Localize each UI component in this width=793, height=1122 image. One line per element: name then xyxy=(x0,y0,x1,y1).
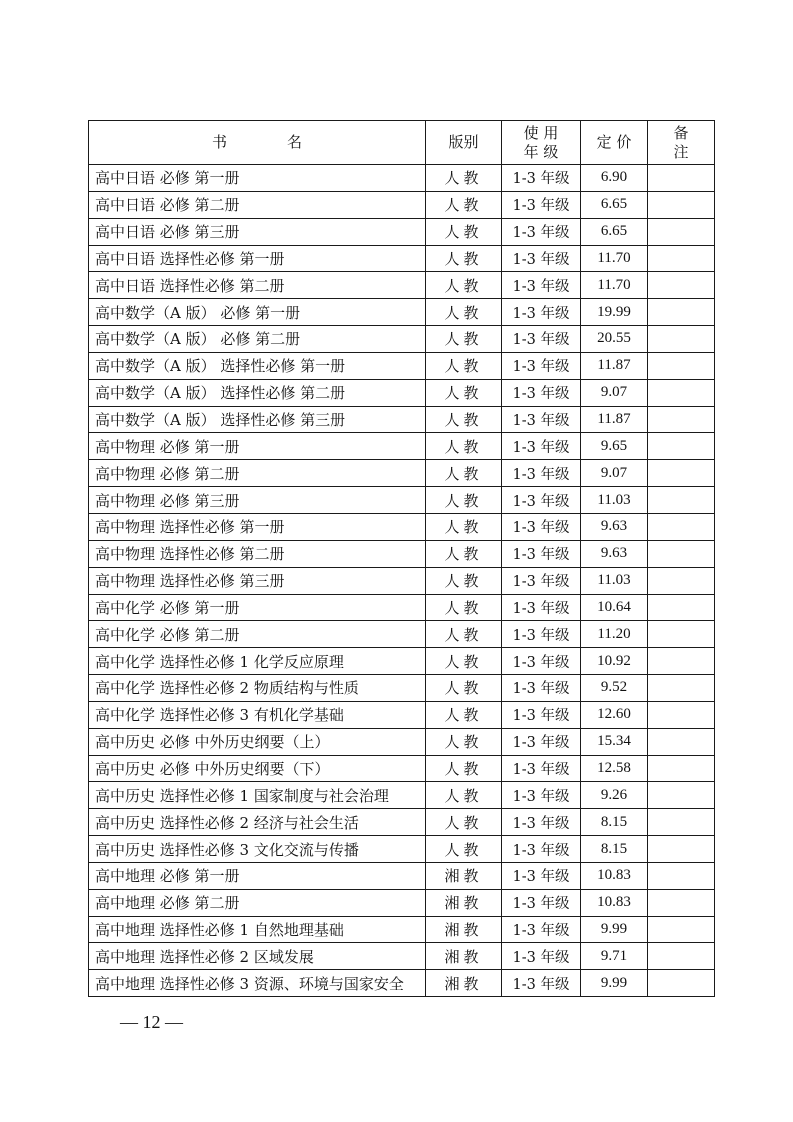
table-row xyxy=(89,621,715,648)
publisher-cell: 湘教 xyxy=(426,970,502,997)
header-price: 定 价 xyxy=(581,121,648,165)
price-cell: 11.70 xyxy=(581,245,648,272)
grade-cell: 1-3 年级 xyxy=(502,379,581,406)
book-name-cell: 高中化学 选择性必修 2 物质结构与性质 xyxy=(89,675,426,702)
grade-cell: 1-3 年级 xyxy=(502,165,581,192)
note-cell xyxy=(648,567,715,594)
table-row xyxy=(89,970,715,997)
grade-cell: 1-3 年级 xyxy=(502,460,581,487)
publisher-cell: 人教 xyxy=(426,352,502,379)
grade-cell: 1-3 年级 xyxy=(502,728,581,755)
publisher-cell: 人教 xyxy=(426,621,502,648)
publisher-cell: 湘教 xyxy=(426,916,502,943)
grade-cell: 1-3 年级 xyxy=(502,513,581,540)
table-row xyxy=(89,191,715,218)
note-cell xyxy=(648,165,715,192)
note-cell xyxy=(648,943,715,970)
price-cell: 9.71 xyxy=(581,943,648,970)
note-cell xyxy=(648,648,715,675)
note-cell xyxy=(648,433,715,460)
book-name-cell: 高中数学（A 版） 选择性必修 第二册 xyxy=(89,379,426,406)
header-note xyxy=(648,121,715,165)
note-cell xyxy=(648,862,715,889)
grade-cell: 1-3 年级 xyxy=(502,540,581,567)
grade-cell: 1-3 年级 xyxy=(502,943,581,970)
note-cell xyxy=(648,621,715,648)
table-row xyxy=(89,379,715,406)
price-cell: 10.92 xyxy=(581,648,648,675)
table-row xyxy=(89,165,715,192)
book-name-cell: 高中数学（A 版） 选择性必修 第三册 xyxy=(89,406,426,433)
price-cell: 12.60 xyxy=(581,701,648,728)
header-book-name-right: 名 xyxy=(287,133,303,151)
table-row xyxy=(89,809,715,836)
grade-cell: 1-3 年级 xyxy=(502,648,581,675)
book-name-cell: 高中物理 必修 第二册 xyxy=(89,460,426,487)
table-row xyxy=(89,272,715,299)
book-name-cell: 高中物理 选择性必修 第一册 xyxy=(89,513,426,540)
grade-cell: 1-3 年级 xyxy=(502,326,581,353)
table-row xyxy=(89,755,715,782)
table-row xyxy=(89,540,715,567)
grade-cell: 1-3 年级 xyxy=(502,916,581,943)
header-note-line2: 注 xyxy=(673,142,689,161)
book-name-cell: 高中物理 必修 第一册 xyxy=(89,433,426,460)
grade-cell: 1-3 年级 xyxy=(502,809,581,836)
price-cell: 19.99 xyxy=(581,299,648,326)
publisher-cell: 湘教 xyxy=(426,862,502,889)
book-name-cell: 高中历史 必修 中外历史纲要（下） xyxy=(89,755,426,782)
price-cell: 11.87 xyxy=(581,406,648,433)
book-name-cell: 高中地理 选择性必修 2 区域发展 xyxy=(89,943,426,970)
publisher-cell: 人教 xyxy=(426,836,502,863)
table-row xyxy=(89,889,715,916)
book-name-cell: 高中化学 必修 第一册 xyxy=(89,594,426,621)
publisher-cell: 人教 xyxy=(426,648,502,675)
note-cell xyxy=(648,594,715,621)
grade-cell: 1-3 年级 xyxy=(502,567,581,594)
grade-cell: 1-3 年级 xyxy=(502,406,581,433)
note-cell xyxy=(648,701,715,728)
book-name-cell: 高中日语 必修 第一册 xyxy=(89,165,426,192)
table-row xyxy=(89,782,715,809)
note-cell xyxy=(648,675,715,702)
book-name-cell: 高中地理 必修 第二册 xyxy=(89,889,426,916)
table-row xyxy=(89,326,715,353)
grade-cell: 1-3 年级 xyxy=(502,970,581,997)
price-cell: 6.65 xyxy=(581,191,648,218)
publisher-cell: 人教 xyxy=(426,460,502,487)
book-name-cell: 高中历史 选择性必修 3 文化交流与传播 xyxy=(89,836,426,863)
publisher-cell: 人教 xyxy=(426,728,502,755)
grade-cell: 1-3 年级 xyxy=(502,272,581,299)
price-cell: 8.15 xyxy=(581,809,648,836)
grade-cell: 1-3 年级 xyxy=(502,862,581,889)
table-row xyxy=(89,460,715,487)
table-row xyxy=(89,567,715,594)
table-row xyxy=(89,594,715,621)
table-row xyxy=(89,943,715,970)
grade-cell: 1-3 年级 xyxy=(502,675,581,702)
note-cell xyxy=(648,191,715,218)
price-cell: 11.03 xyxy=(581,487,648,514)
publisher-cell: 人教 xyxy=(426,540,502,567)
grade-cell: 1-3 年级 xyxy=(502,487,581,514)
price-cell: 6.90 xyxy=(581,165,648,192)
grade-cell: 1-3 年级 xyxy=(502,621,581,648)
grade-cell: 1-3 年级 xyxy=(502,755,581,782)
note-cell xyxy=(648,299,715,326)
note-cell xyxy=(648,728,715,755)
price-cell: 9.52 xyxy=(581,675,648,702)
grade-cell: 1-3 年级 xyxy=(502,836,581,863)
price-cell: 10.83 xyxy=(581,862,648,889)
table-row xyxy=(89,728,715,755)
header-book-name xyxy=(89,121,426,165)
publisher-cell: 人教 xyxy=(426,809,502,836)
note-cell xyxy=(648,970,715,997)
table-row xyxy=(89,433,715,460)
publisher-cell: 人教 xyxy=(426,165,502,192)
publisher-cell: 湘教 xyxy=(426,943,502,970)
publisher-cell: 人教 xyxy=(426,272,502,299)
grade-cell: 1-3 年级 xyxy=(502,299,581,326)
publisher-cell: 人教 xyxy=(426,218,502,245)
table-row xyxy=(89,245,715,272)
price-cell: 12.58 xyxy=(581,755,648,782)
note-cell xyxy=(648,916,715,943)
book-name-cell: 高中历史 选择性必修 2 经济与社会生活 xyxy=(89,809,426,836)
book-name-cell: 高中日语 选择性必修 第一册 xyxy=(89,245,426,272)
book-name-cell: 高中数学（A 版） 必修 第二册 xyxy=(89,326,426,353)
price-cell: 9.07 xyxy=(581,460,648,487)
note-cell xyxy=(648,326,715,353)
table-row xyxy=(89,352,715,379)
note-cell xyxy=(648,352,715,379)
price-cell: 8.15 xyxy=(581,836,648,863)
note-cell xyxy=(648,809,715,836)
note-cell xyxy=(648,460,715,487)
grade-cell: 1-3 年级 xyxy=(502,433,581,460)
publisher-cell: 人教 xyxy=(426,782,502,809)
note-cell xyxy=(648,406,715,433)
grade-cell: 1-3 年级 xyxy=(502,245,581,272)
table-row xyxy=(89,406,715,433)
price-cell: 15.34 xyxy=(581,728,648,755)
publisher-cell: 人教 xyxy=(426,755,502,782)
book-name-cell: 高中地理 必修 第一册 xyxy=(89,862,426,889)
grade-cell: 1-3 年级 xyxy=(502,889,581,916)
table-row xyxy=(89,299,715,326)
table-row xyxy=(89,648,715,675)
table-row xyxy=(89,675,715,702)
table-header-row xyxy=(89,121,715,165)
note-cell xyxy=(648,218,715,245)
price-cell: 9.65 xyxy=(581,433,648,460)
table-row xyxy=(89,218,715,245)
grade-cell: 1-3 年级 xyxy=(502,701,581,728)
header-note-line1: 备 xyxy=(673,123,689,142)
publisher-cell: 人教 xyxy=(426,701,502,728)
note-cell xyxy=(648,782,715,809)
page-number: — 12 — xyxy=(120,1012,183,1032)
price-cell: 9.26 xyxy=(581,782,648,809)
price-cell: 11.20 xyxy=(581,621,648,648)
note-cell xyxy=(648,755,715,782)
publisher-cell: 人教 xyxy=(426,191,502,218)
publisher-cell: 人教 xyxy=(426,675,502,702)
publisher-cell: 人教 xyxy=(426,433,502,460)
note-cell xyxy=(648,272,715,299)
note-cell xyxy=(648,513,715,540)
note-cell xyxy=(648,889,715,916)
publisher-cell: 人教 xyxy=(426,299,502,326)
book-name-cell: 高中地理 选择性必修 3 资源、环境与国家安全 xyxy=(89,970,426,997)
price-cell: 9.07 xyxy=(581,379,648,406)
note-cell xyxy=(648,540,715,567)
grade-cell: 1-3 年级 xyxy=(502,782,581,809)
table-row xyxy=(89,836,715,863)
header-grade xyxy=(502,121,581,165)
publisher-cell: 人教 xyxy=(426,594,502,621)
price-cell: 11.70 xyxy=(581,272,648,299)
table-row xyxy=(89,513,715,540)
book-name-cell: 高中地理 选择性必修 1 自然地理基础 xyxy=(89,916,426,943)
price-cell: 6.65 xyxy=(581,218,648,245)
book-name-cell: 高中化学 选择性必修 1 化学反应原理 xyxy=(89,648,426,675)
publisher-cell: 人教 xyxy=(426,487,502,514)
table-row xyxy=(89,487,715,514)
header-grade-line2: 年 级 xyxy=(523,142,559,161)
price-cell: 10.83 xyxy=(581,889,648,916)
publisher-cell: 人教 xyxy=(426,245,502,272)
price-cell: 11.03 xyxy=(581,567,648,594)
book-name-cell: 高中物理 选择性必修 第三册 xyxy=(89,567,426,594)
header-book-name-left: 书 xyxy=(211,133,227,151)
publisher-cell: 人教 xyxy=(426,567,502,594)
book-name-cell: 高中日语 选择性必修 第二册 xyxy=(89,272,426,299)
book-name-cell: 高中数学（A 版） 必修 第一册 xyxy=(89,299,426,326)
publisher-cell: 人教 xyxy=(426,326,502,353)
publisher-cell: 人教 xyxy=(426,513,502,540)
header-publisher: 版别 xyxy=(426,121,502,165)
book-name-cell: 高中物理 选择性必修 第二册 xyxy=(89,540,426,567)
note-cell xyxy=(648,245,715,272)
price-cell: 11.87 xyxy=(581,352,648,379)
price-cell: 9.63 xyxy=(581,513,648,540)
note-cell xyxy=(648,487,715,514)
table-row xyxy=(89,916,715,943)
price-cell: 9.99 xyxy=(581,916,648,943)
price-cell: 20.55 xyxy=(581,326,648,353)
book-name-cell: 高中日语 必修 第二册 xyxy=(89,191,426,218)
header-grade-line1: 使 用 xyxy=(523,123,559,142)
grade-cell: 1-3 年级 xyxy=(502,191,581,218)
grade-cell: 1-3 年级 xyxy=(502,594,581,621)
publisher-cell: 湘教 xyxy=(426,889,502,916)
note-cell xyxy=(648,836,715,863)
note-cell xyxy=(648,379,715,406)
book-name-cell: 高中化学 必修 第二册 xyxy=(89,621,426,648)
price-cell: 9.99 xyxy=(581,970,648,997)
book-name-cell: 高中物理 必修 第三册 xyxy=(89,487,426,514)
grade-cell: 1-3 年级 xyxy=(502,352,581,379)
price-cell: 10.64 xyxy=(581,594,648,621)
publisher-cell: 人教 xyxy=(426,379,502,406)
book-name-cell: 高中化学 选择性必修 3 有机化学基础 xyxy=(89,701,426,728)
book-name-cell: 高中历史 必修 中外历史纲要（上） xyxy=(89,728,426,755)
table-row xyxy=(89,701,715,728)
book-name-cell: 高中数学（A 版） 选择性必修 第一册 xyxy=(89,352,426,379)
grade-cell: 1-3 年级 xyxy=(502,218,581,245)
table-row xyxy=(89,862,715,889)
table-body xyxy=(89,165,715,997)
book-name-cell: 高中日语 必修 第三册 xyxy=(89,218,426,245)
book-name-cell: 高中历史 选择性必修 1 国家制度与社会治理 xyxy=(89,782,426,809)
textbook-price-table xyxy=(88,120,715,997)
publisher-cell: 人教 xyxy=(426,406,502,433)
price-cell: 9.63 xyxy=(581,540,648,567)
